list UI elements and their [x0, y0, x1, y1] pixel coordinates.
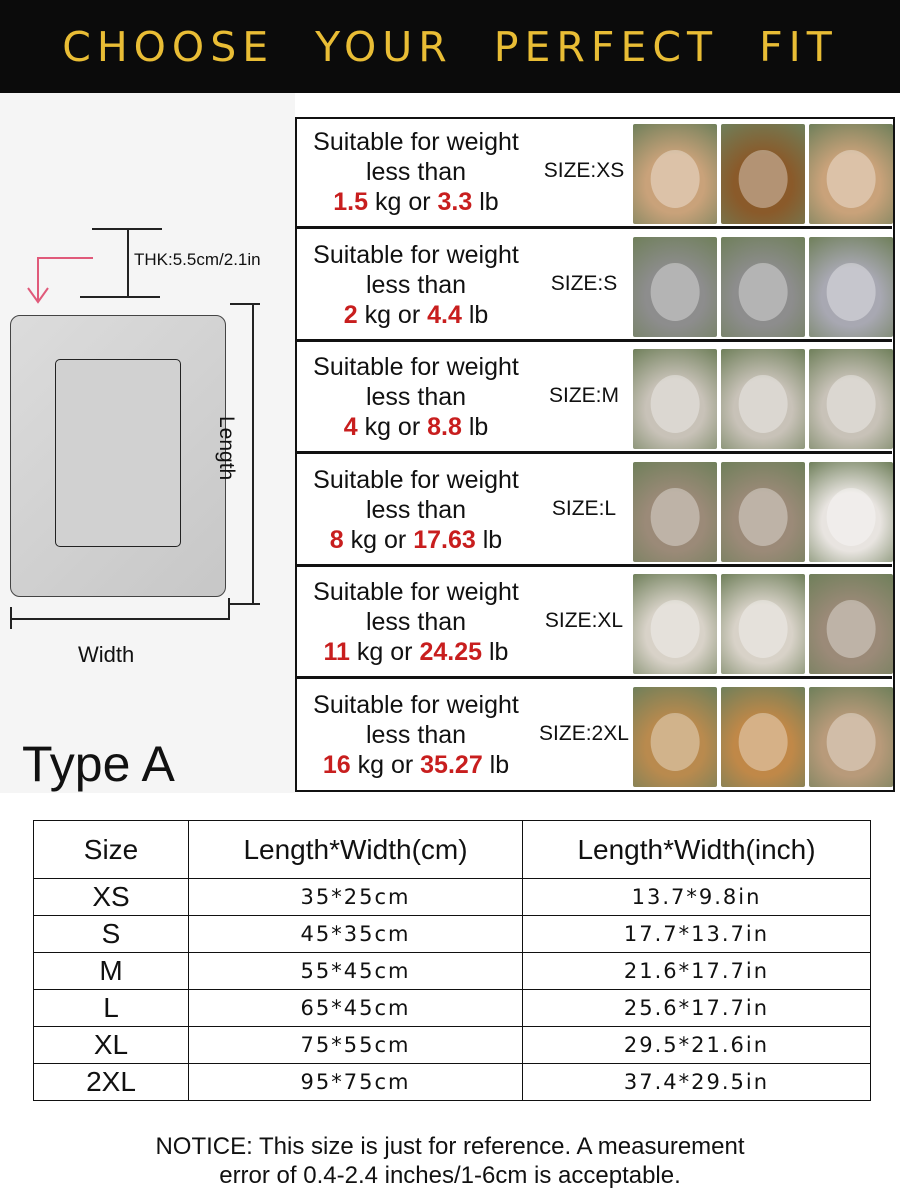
inch-cell: 21.6*17.7in	[523, 953, 871, 990]
header-banner	[0, 0, 900, 93]
length-label: Length	[215, 416, 238, 481]
weight-text	[301, 240, 531, 330]
table-row	[34, 1027, 871, 1064]
table-header-cm: Length*Width(cm)	[189, 821, 523, 879]
weight-line-3	[301, 637, 531, 667]
size-cell: XL	[34, 1027, 189, 1064]
sugar-glider-photo	[721, 237, 805, 337]
length-line	[252, 303, 254, 603]
chinchilla-photo	[809, 237, 893, 337]
weight-text	[301, 352, 531, 442]
weight-lb-unit: lb	[488, 638, 509, 666]
size-card	[297, 569, 892, 679]
weight-line-2: less than	[365, 608, 467, 636]
inch-cell: 25.6*17.7in	[523, 990, 871, 1027]
weight-kg-unit: kg or	[350, 525, 407, 554]
poodle-photo	[721, 574, 805, 674]
weight-line-3	[301, 525, 531, 555]
cm-cell: 75*55cm	[189, 1027, 523, 1064]
hamster-photo	[809, 124, 893, 224]
length-top-tick	[230, 303, 260, 305]
weight-kg-unit: kg or	[364, 413, 421, 441]
weight-line-3	[301, 187, 531, 217]
size-cards	[295, 117, 895, 792]
size-label: SIZE:XS	[543, 159, 625, 182]
weight-line-1: Suitable for weight	[313, 353, 519, 381]
weight-lb-unit: lb	[489, 750, 510, 779]
weight-kg-value: 11	[323, 638, 350, 666]
animal-photos	[633, 462, 893, 562]
thickness-vertical-line	[127, 228, 129, 296]
weight-kg-value: 16	[322, 750, 351, 779]
cat-photo	[633, 462, 717, 562]
size-card	[297, 232, 892, 342]
cm-cell: 95*75cm	[189, 1064, 523, 1101]
width-right-tick	[228, 598, 230, 620]
weight-kg-unit: kg or	[364, 300, 421, 329]
weight-lb-unit: lb	[482, 525, 503, 554]
hamster-photo	[633, 124, 717, 224]
width-line	[10, 618, 230, 620]
weight-line-2: less than	[365, 270, 467, 299]
weight-text	[301, 577, 531, 667]
inch-cell: 29.5*21.6in	[523, 1027, 871, 1064]
weight-kg-value: 8	[329, 525, 344, 554]
weight-line-1: Suitable for weight	[313, 690, 519, 719]
size-label: SIZE:M	[548, 384, 619, 407]
weight-kg-value: 2	[343, 300, 358, 329]
size-card	[297, 457, 892, 567]
weight-line-1: Suitable for weight	[313, 240, 519, 269]
thickness-bottom-line	[80, 296, 160, 298]
cm-cell: 55*45cm	[189, 953, 523, 990]
golden-retriever-photo	[633, 687, 717, 787]
size-cell: XS	[34, 879, 189, 916]
size-label: SIZE:S	[550, 271, 618, 295]
weight-kg-value: 4	[343, 413, 358, 441]
weight-lb-unit: lb	[468, 413, 489, 441]
weight-kg-value: 1.5	[333, 188, 369, 216]
weight-line-3	[301, 412, 531, 442]
animal-photos	[633, 124, 893, 224]
thickness-label: THK:5.5cm/2.1in	[134, 250, 261, 269]
pad-diagram	[0, 220, 295, 680]
size-label: SIZE:L	[551, 496, 617, 520]
rabbit-photo	[633, 349, 717, 449]
size-card	[297, 119, 892, 229]
weight-line-1: Suitable for weight	[313, 128, 519, 156]
inch-cell: 17.7*13.7in	[523, 916, 871, 953]
cm-cell: 45*35cm	[189, 916, 523, 953]
weight-line-3	[301, 300, 531, 330]
rabbit-photo	[721, 349, 805, 449]
sugar-glider-photo	[633, 237, 717, 337]
length-bottom-tick	[230, 603, 260, 605]
size-card	[297, 682, 892, 792]
size-cell: S	[34, 916, 189, 953]
animal-photos	[633, 237, 893, 337]
notice-line-1: NOTICE: This size is just for reference. A measurement	[155, 1133, 745, 1160]
animal-photos	[633, 574, 893, 674]
inch-cell: 37.4*29.5in	[523, 1064, 871, 1101]
size-label: SIZE:XL	[544, 609, 624, 632]
animal-photos	[633, 687, 893, 787]
notice-text	[0, 1132, 900, 1190]
weight-line-2: less than	[365, 495, 467, 524]
table-row	[34, 953, 871, 990]
type-label: Type A	[22, 736, 175, 792]
header-title: CHOOSE YOUR PERFECT FIT	[62, 22, 838, 71]
weight-lb-value: 4.4	[427, 300, 462, 329]
weight-kg-unit: kg or	[357, 750, 414, 779]
table-row	[34, 916, 871, 953]
weight-lb-value: 17.63	[413, 525, 476, 554]
rabbit-photo	[809, 349, 893, 449]
weight-lb-value: 35.27	[420, 750, 483, 779]
size-card	[297, 344, 892, 454]
weight-lb-unit: lb	[468, 300, 489, 329]
cm-cell: 35*25cm	[189, 879, 523, 916]
cat-photo	[721, 462, 805, 562]
animal-photos	[633, 349, 893, 449]
weight-lb-unit: lb	[479, 188, 499, 216]
table-header-size: Size	[34, 821, 189, 879]
shiba-dog-photo	[721, 687, 805, 787]
weight-kg-unit: kg or	[356, 638, 413, 666]
size-table	[33, 820, 871, 1101]
weight-line-2: less than	[365, 158, 467, 186]
table-row	[34, 879, 871, 916]
size-cell: 2XL	[34, 1064, 189, 1101]
table-row	[34, 990, 871, 1027]
pomeranian-photo	[809, 462, 893, 562]
poodle-photo	[633, 574, 717, 674]
shar-pei-photo	[809, 687, 893, 787]
weight-line-2: less than	[365, 383, 467, 411]
guinea-pig-photo	[721, 124, 805, 224]
pink-arrow-icon	[18, 252, 98, 312]
weight-text	[301, 690, 531, 780]
pad-outer-frame	[10, 315, 226, 597]
weight-line-2: less than	[365, 720, 467, 749]
weight-kg-unit: kg or	[374, 188, 431, 216]
cat-photo	[809, 574, 893, 674]
weight-text	[301, 127, 531, 217]
table-row	[34, 1064, 871, 1101]
weight-lb-value: 24.25	[419, 638, 483, 666]
weight-text	[301, 465, 531, 555]
width-label: Width	[78, 642, 135, 667]
weight-lb-value: 8.8	[427, 413, 462, 441]
weight-line-1: Suitable for weight	[313, 465, 519, 494]
weight-line-1: Suitable for weight	[313, 578, 519, 606]
table-header-inch: Length*Width(inch)	[523, 821, 871, 879]
table-header-row	[34, 821, 871, 879]
size-label: SIZE:2XL	[539, 721, 629, 745]
size-cell: M	[34, 953, 189, 990]
notice-line-2: error of 0.4-2.4 inches/1-6cm is acceptable.	[219, 1162, 681, 1189]
cm-cell: 65*45cm	[189, 990, 523, 1027]
inch-cell: 13.7*9.8in	[523, 879, 871, 916]
pad-inner-panel	[55, 359, 181, 547]
weight-line-3	[301, 750, 531, 780]
weight-lb-value: 3.3	[437, 188, 473, 216]
size-cell: L	[34, 990, 189, 1027]
